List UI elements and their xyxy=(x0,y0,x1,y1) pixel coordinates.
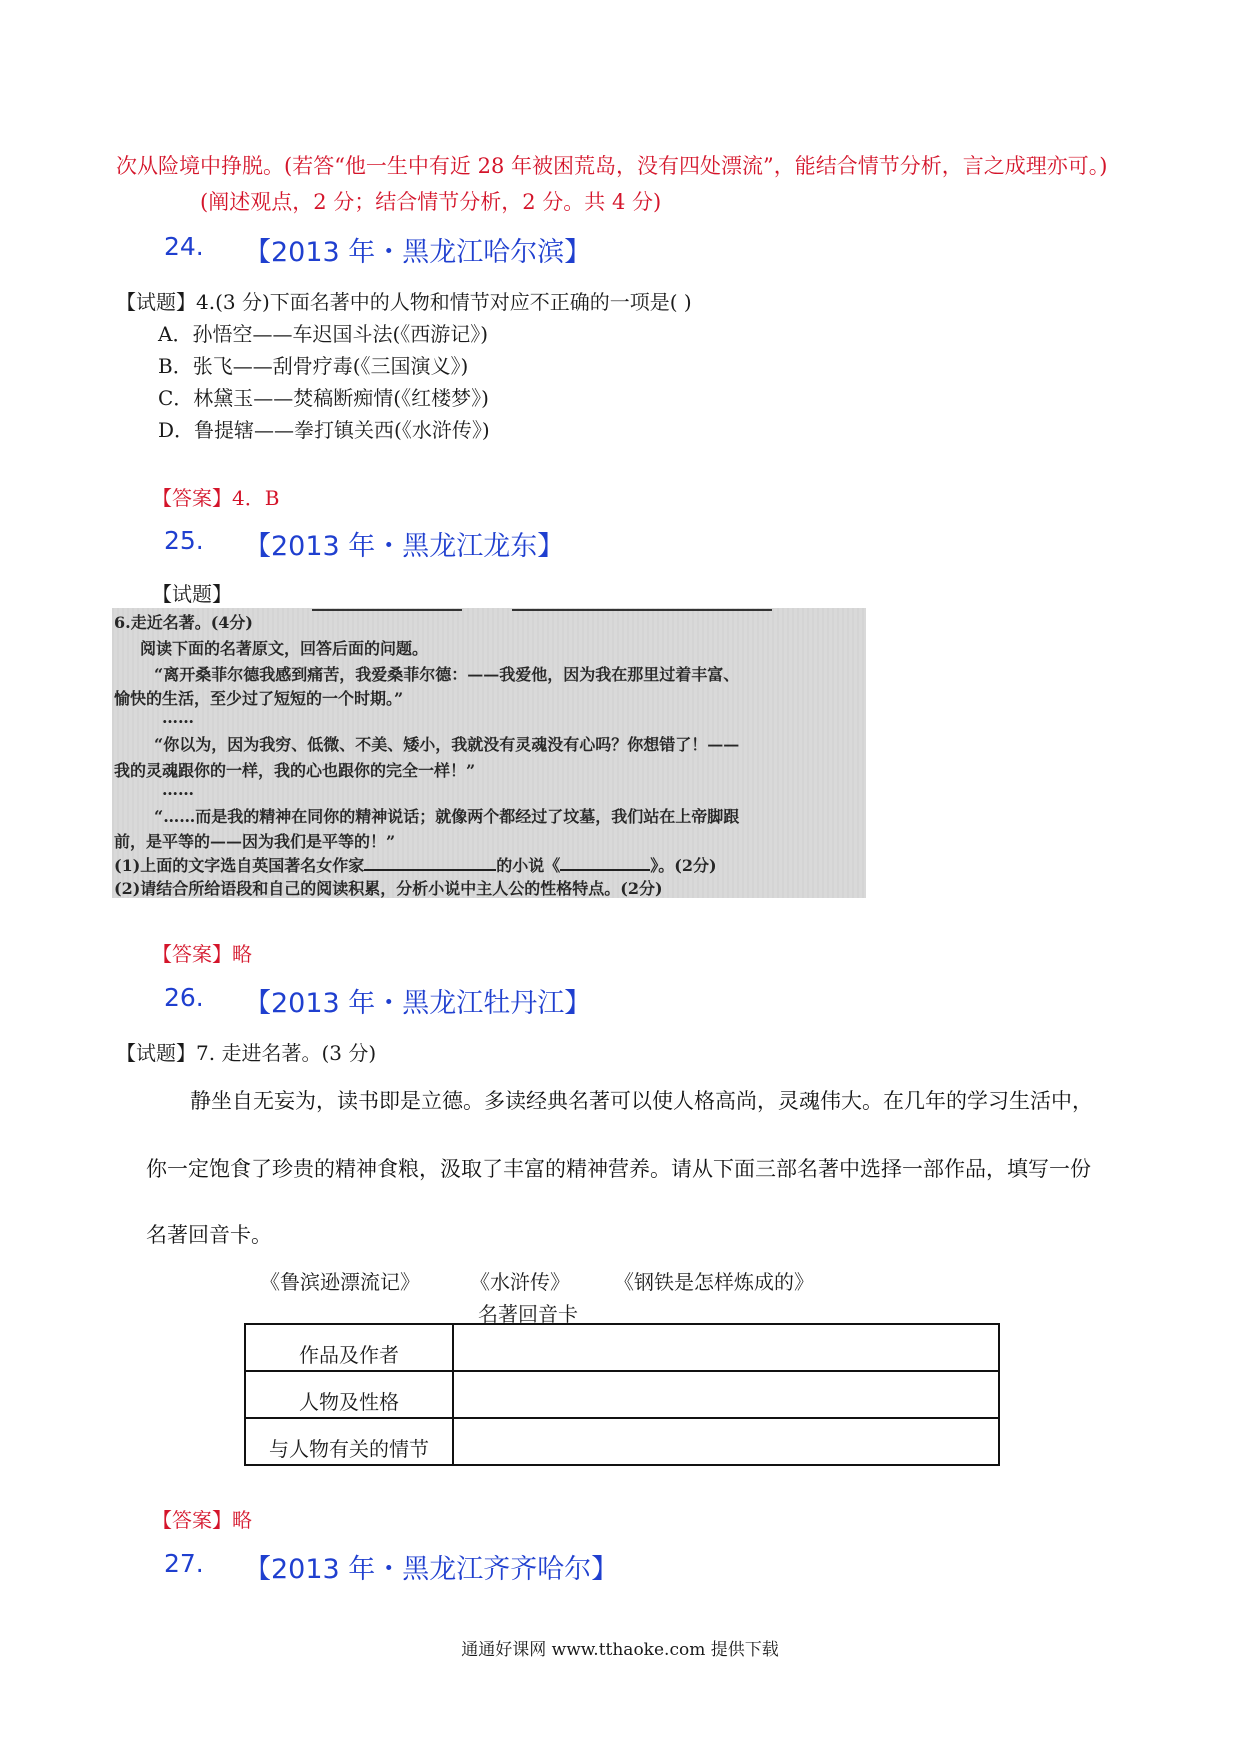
card-field-plot[interactable] xyxy=(453,1418,999,1465)
scan-line: …… xyxy=(162,708,194,727)
question-text: 7. 走进名著。(3 分) xyxy=(196,1041,377,1065)
answer-tag: 【答案】 xyxy=(152,486,232,510)
scanned-question-image xyxy=(112,608,866,898)
book-3: 《钢铁是怎样炼成的》 xyxy=(614,1270,814,1294)
paragraph-line: 静坐自无妄为，读书即是立德。多读经典名著可以使人格高尚，灵魂伟大。在几年的学习生活中， xyxy=(190,1089,1093,1113)
question-tag: 【试题】 xyxy=(116,290,196,314)
card-title: 名著回音卡 xyxy=(478,1302,578,1326)
book-2: 《水浒传》 xyxy=(470,1270,570,1294)
page-footer: 通通好课网 www.tthaoke.com 提供下载 xyxy=(461,1640,779,1660)
table-row xyxy=(245,1418,999,1465)
question-26 xyxy=(116,1037,376,1066)
scan-line: 前，是平等的——因为我们是平等的！” xyxy=(114,832,396,851)
table-row xyxy=(245,1371,999,1418)
answer-text: 略 xyxy=(232,1508,252,1532)
scan-line: 阅读下面的名著原文，回答后面的问题。 xyxy=(140,639,429,658)
scan-q1-part3: 》。(2分) xyxy=(650,856,717,875)
answer-25 xyxy=(152,938,252,967)
paragraph-line: 你一定饱食了珍贵的精神食粮，汲取了丰富的精神营养。请从下面三部名著中选择一部作品，填写一份 xyxy=(146,1157,1091,1181)
answer-text: 略 xyxy=(232,942,252,966)
question-text: 4.(3 分)下面名著中的人物和情节对应不正确的一项是( ) xyxy=(196,290,692,314)
answer-tag: 【答案】 xyxy=(152,942,232,966)
scan-line: 我的灵魂跟你的一样，我的心也跟你的完全一样！” xyxy=(114,761,476,780)
table-row xyxy=(245,1324,999,1371)
card-field-work-author[interactable] xyxy=(453,1324,999,1371)
option-a: A．孙悟空——车迟国斗法(《西游记》) xyxy=(158,322,489,346)
answer-tag: 【答案】 xyxy=(152,1508,232,1532)
scan-line: …… xyxy=(162,780,194,799)
paragraph-line: 名著回音卡。 xyxy=(146,1223,272,1247)
answer-text: 4．B xyxy=(232,486,280,510)
option-b: B．张飞——刮骨疗毒(《三国演义》) xyxy=(158,354,469,378)
scan-line: (2)请结合所给语段和自己的阅读积累，分析小说中主人公的性格特点。(2分) xyxy=(114,879,663,898)
section-title-27: 【2013 年・黑龙江齐齐哈尔】 xyxy=(244,1554,619,1585)
option-d: D．鲁提辖——拳打镇关西(《水浒传》) xyxy=(158,418,490,442)
question-24 xyxy=(116,286,692,315)
section-title-25: 【2013 年・黑龙江龙东】 xyxy=(244,531,565,562)
option-c: C．林黛玉——焚稿断痴情(《红楼梦》) xyxy=(158,386,489,410)
echo-card-table xyxy=(244,1323,1000,1466)
scan-line-fill-blank xyxy=(114,853,717,876)
question-tag-25: 【试题】 xyxy=(152,582,232,606)
blank-novel xyxy=(560,855,650,871)
section-number-25: 25. xyxy=(164,526,204,555)
scan-line: “你以为，因为我穷、低微、不美、矮小，我就没有灵魂没有心吗？你想错了！—— xyxy=(154,735,740,754)
section-number-24: 24. xyxy=(164,232,204,261)
section-number-26: 26. xyxy=(164,983,204,1012)
card-label-character: 人物及性格 xyxy=(245,1371,453,1418)
blank-author xyxy=(364,855,496,871)
section-number-27: 27. xyxy=(164,1549,204,1578)
prev-answer-continuation: 次从险境中挣脱。(若答“他一生中有近 28 年被困荒岛，没有四处漂流”，能结合情节分析，言之成理亦可。) xyxy=(116,154,1108,178)
section-title-26: 【2013 年・黑龙江牡丹江】 xyxy=(244,988,592,1019)
answer-26 xyxy=(152,1504,252,1533)
section-title-24: 【2013 年・黑龙江哈尔滨】 xyxy=(244,237,592,268)
card-label-plot: 与人物有关的情节 xyxy=(245,1418,453,1465)
scan-line: 愉快的生活，至少过了短短的一个时期。” xyxy=(114,689,404,708)
question-tag: 【试题】 xyxy=(116,1041,196,1065)
prev-answer-scoring: (阐述观点，2 分；结合情节分析，2 分。共 4 分) xyxy=(200,190,662,214)
book-1: 《鲁滨逊漂流记》 xyxy=(260,1270,420,1294)
scan-line: “离开桑菲尔德我感到痛苦，我爱桑菲尔德：——我爱他，因为我在那里过着丰富、 xyxy=(154,665,740,684)
scan-line: 6.走近名著。(4分) xyxy=(114,613,253,632)
card-field-character[interactable] xyxy=(453,1371,999,1418)
scan-line: “……而是我的精神在同你的精神说话；就像两个都经过了坟墓，我们站在上帝脚跟 xyxy=(154,807,740,826)
answer-24 xyxy=(152,482,279,511)
card-label-work-author: 作品及作者 xyxy=(245,1324,453,1371)
scan-q1-part1: (1)上面的文字选自英国著名女作家 xyxy=(114,856,365,875)
scan-q1-part2: 的小说《 xyxy=(496,856,561,875)
